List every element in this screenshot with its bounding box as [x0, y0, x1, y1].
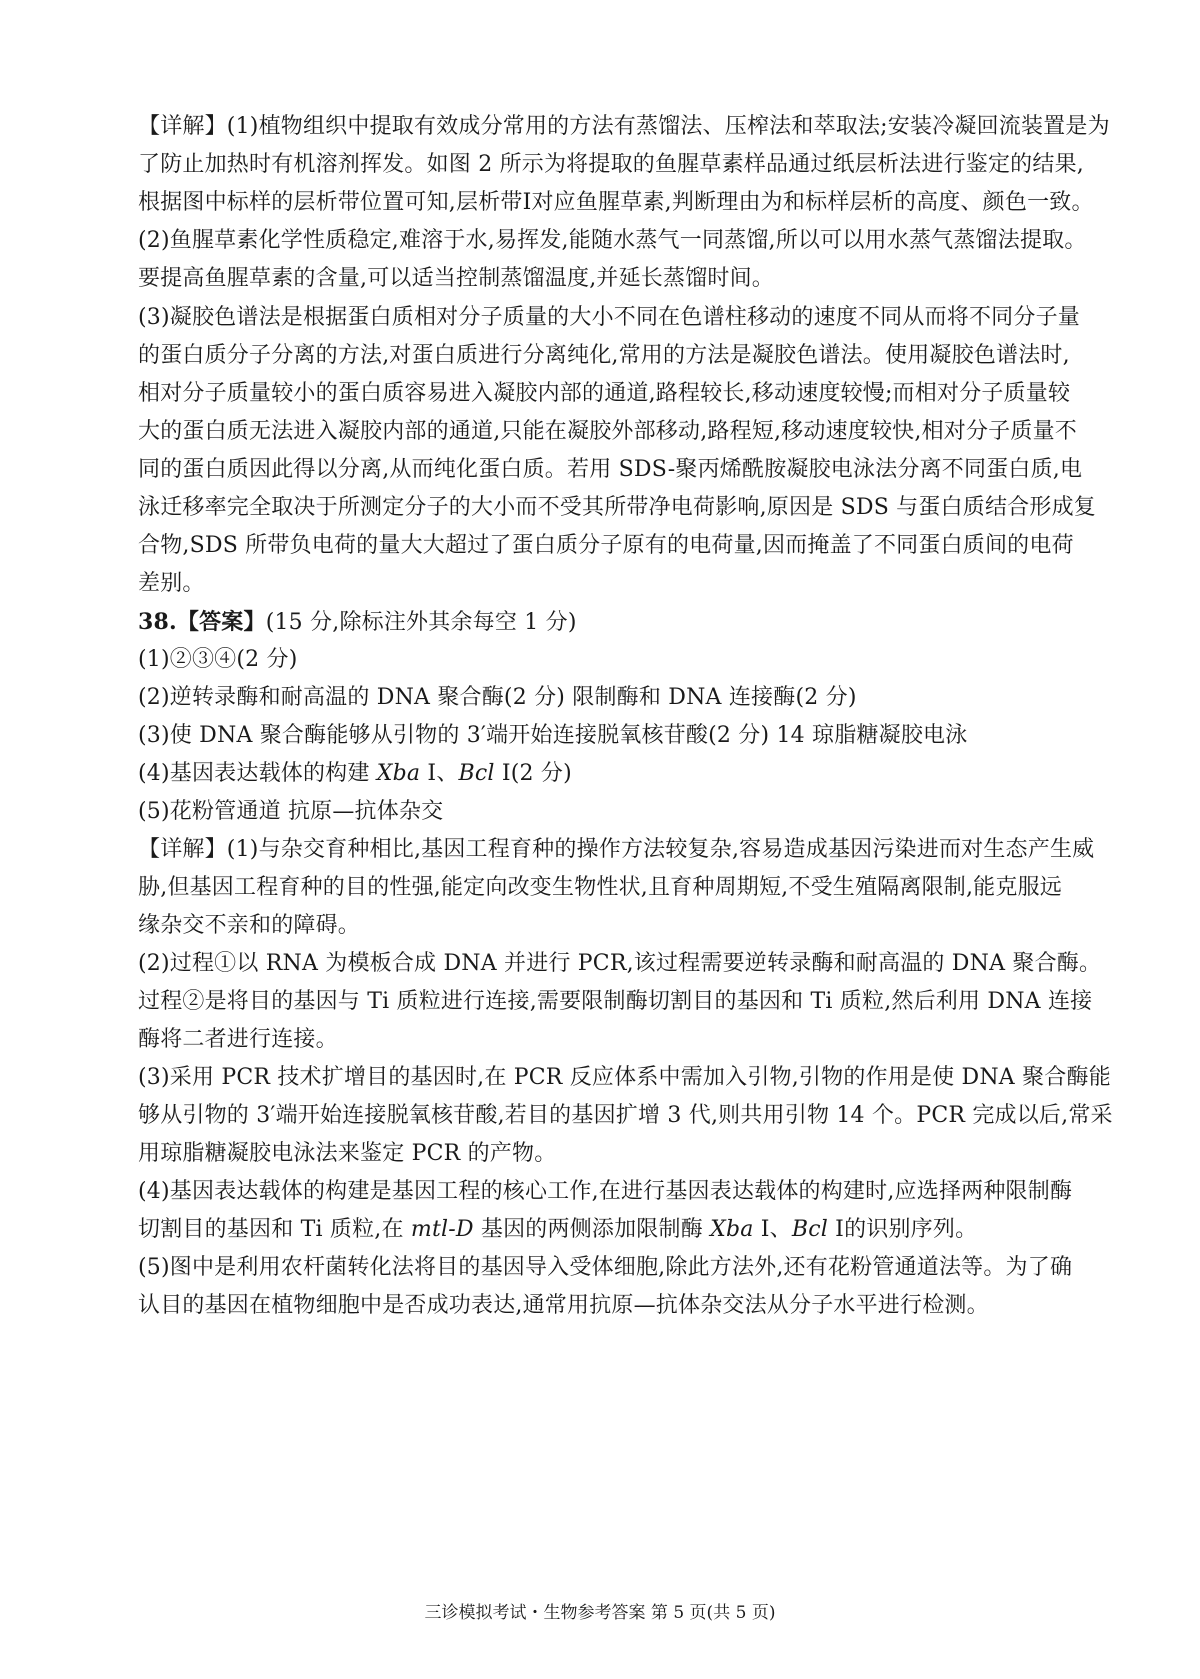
text-line: 【详解】(1)与杂交育种相比,基因工程育种的操作方法较复杂,容易造成基因污染进而对生态产生威	[138, 837, 1095, 862]
enzyme-name: Bcl	[791, 1217, 828, 1242]
text-line: 相对分子质量较小的蛋白质容易进入凝胶内部的通道,路程较长,移动速度较慢;而相对分子质量较	[138, 381, 1071, 406]
answer-text: Ⅰ(2 分)	[494, 761, 572, 786]
line-text: 切割目的基因和 Ti 质粒,在	[138, 1217, 411, 1242]
text-line: 【详解】(1)植物组织中提取有效成分常用的方法有蒸馏法、压榨法和萃取法;安装冷凝回流装置是为	[138, 114, 1110, 139]
enzyme-name: Xba	[710, 1217, 754, 1242]
gene-name: mtl-D	[410, 1217, 474, 1242]
text-line: 认目的基因在植物细胞中是否成功表达,通常用抗原—抗体杂交法从分子水平进行检测。	[138, 1293, 989, 1318]
question-number: 38.	[138, 609, 177, 635]
text-line: (2)过程①以 RNA 为模板合成 DNA 并进行 PCR,该过程需要逆转录酶和耐高温的 DNA 聚合酶。	[138, 951, 1102, 976]
answer-line	[138, 759, 572, 789]
enzyme-name: Bcl	[458, 761, 495, 786]
question-38-header	[138, 607, 577, 638]
text-line	[138, 1215, 977, 1245]
text-line: 根据图中标样的层析带位置可知,层析带Ⅰ对应鱼腥草素,判断理由为和标样层析的高度、颜色一致。	[138, 190, 1094, 215]
page-footer: 三诊模拟考试・生物参考答案 第 5 页(共 5 页)	[424, 1603, 776, 1623]
text-line: 大的蛋白质无法进入凝胶内部的通道,只能在凝胶外部移动,路程短,移动速度较快,相对分子质量不	[138, 419, 1077, 444]
score-note: (15 分,除标注外其余每空 1 分)	[265, 610, 577, 635]
text-line: (3)采用 PCR 技术扩增目的基因时,在 PCR 反应体系中需加入引物,引物的作用是使 DNA 聚合酶能	[138, 1065, 1111, 1090]
text-line: 酶将二者进行连接。	[138, 1027, 338, 1052]
text-line: 胁,但基因工程育种的目的性强,能定向改变生物性状,且育种周期短,不受生殖隔离限制,能克服远	[138, 875, 1062, 900]
enzyme-name: Xba	[376, 761, 421, 786]
line-text: 基因的两侧添加限制酶	[473, 1217, 711, 1242]
text-line: 同的蛋白质因此得以分离,从而纯化蛋白质。若用 SDS-聚丙烯酰胺凝胶电泳法分离不同蛋白质,电	[138, 457, 1083, 482]
text-line: 了防止加热时有机溶剂挥发。如图 2 所示为将提取的鱼腥草素样品通过纸层析法进行鉴定的结果,	[138, 152, 1084, 177]
text-line: (4)基因表达载体的构建是基因工程的核心工作,在进行基因表达载体的构建时,应选择两种限制酶	[138, 1179, 1073, 1204]
text-line: 要提高鱼腥草素的含量,可以适当控制蒸馏温度,并延长蒸馏时间。	[138, 266, 774, 291]
text-line: 的蛋白质分子分离的方法,对蛋白质进行分离纯化,常用的方法是凝胶色谱法。使用凝胶色谱法时,	[138, 343, 1070, 368]
text-line: 差别。	[138, 571, 205, 596]
line-text: Ⅰ的识别序列。	[827, 1217, 978, 1242]
text-line: 够从引物的 3′端开始连接脱氧核苷酸,若目的基因扩增 3 代,则共用引物 14 个。PCR 完成以后,常采	[138, 1103, 1113, 1128]
answer-line: (2)逆转录酶和耐高温的 DNA 聚合酶(2 分) 限制酶和 DNA 连接酶(2 分)	[138, 685, 857, 710]
answer-line: (1)②③④(2 分)	[138, 647, 298, 672]
text-line: (5)图中是利用农杆菌转化法将目的基因导入受体细胞,除此方法外,还有花粉管通道法等。为了确	[138, 1255, 1073, 1280]
text-line: (3)凝胶色谱法是根据蛋白质相对分子质量的大小不同在色谱柱移动的速度不同从而将不同分子量	[138, 305, 1080, 330]
text-line: 过程②是将目的基因与 Ti 质粒进行连接,需要限制酶切割目的基因和 Ti 质粒,然后利用 DNA 连接	[138, 989, 1093, 1014]
answer-text: (4)基因表达载体的构建	[138, 761, 377, 786]
text-line: 缘杂交不亲和的障碍。	[138, 913, 361, 938]
text-line: 合物,SDS 所带负电荷的量大大超过了蛋白质分子原有的电荷量,因而掩盖了不同蛋白质间的电荷	[138, 533, 1074, 558]
answer-text: Ⅰ、	[420, 761, 459, 786]
text-line: (2)鱼腥草素化学性质稳定,难溶于水,易挥发,能随水蒸气一同蒸馏,所以可以用水蒸气蒸馏法提取。	[138, 228, 1087, 253]
answer-line: (3)使 DNA 聚合酶能够从引物的 3′端开始连接脱氧核苷酸(2 分) 14 琼脂糖凝胶电泳	[138, 723, 968, 748]
text-line: 用琼脂糖凝胶电泳法来鉴定 PCR 的产物。	[138, 1141, 557, 1166]
answer-tag: 【答案】	[176, 609, 266, 635]
answer-line: (5)花粉管通道 抗原—抗体杂交	[138, 799, 444, 824]
line-text: Ⅰ、	[753, 1217, 792, 1242]
text-line: 泳迁移率完全取决于所测定分子的大小而不受其所带净电荷影响,原因是 SDS 与蛋白质结合形成复	[138, 495, 1096, 520]
